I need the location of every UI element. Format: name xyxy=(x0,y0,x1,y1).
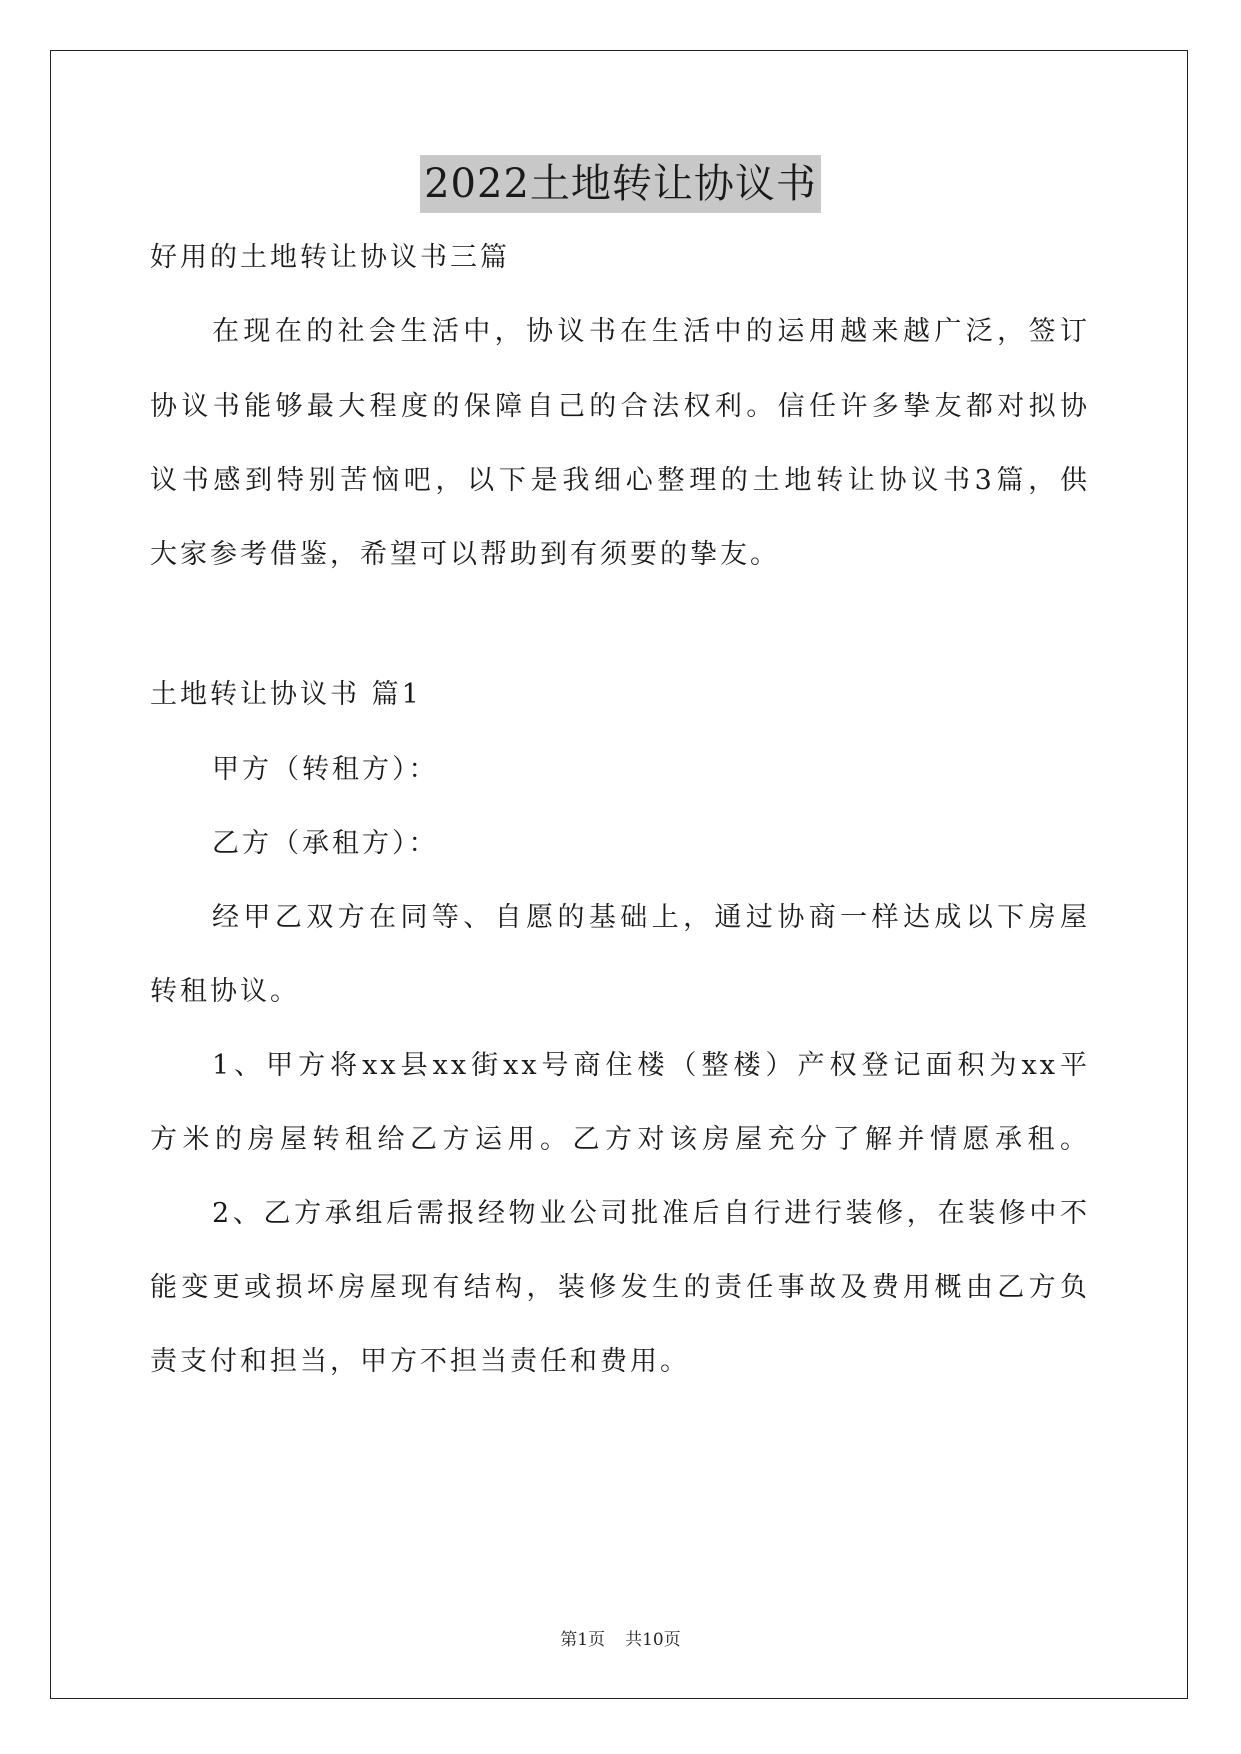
agreement-line: 经甲乙双方在同等、自愿的基础上，通过协商一样达成以下房屋 xyxy=(212,902,1090,933)
page-footer xyxy=(0,1625,1241,1650)
agreement-line: 转租协议。 xyxy=(150,976,300,1007)
page-number: 第1页 xyxy=(560,1630,606,1650)
document-subtitle: 好用的土地转让协议书三篇 xyxy=(150,242,510,273)
party-a-line: 甲方（转租方）： xyxy=(212,754,439,785)
clause-2-line: 能变更或损坏房屋现有结构，装修发生的责任事故及费用概由乙方负 xyxy=(150,1272,1090,1303)
clause-2-line: 责支付和担当，甲方不担当责任和费用。 xyxy=(150,1346,690,1377)
intro-line: 议书感到特别苦恼吧，以下是我细心整理的土地转让协议书3篇，供 xyxy=(150,465,1090,496)
intro-line: 大家参考借鉴，希望可以帮助到有须要的挚友。 xyxy=(150,539,780,570)
document-title: 2022土地转让协议书 xyxy=(420,155,821,213)
clause-2-line: 2、乙方承组后需报经物业公司批准后自行进行装修，在装修中不 xyxy=(212,1198,1090,1229)
intro-line: 协议书能够最大程度的保障自己的合法权利。信任许多挚友都对拟协 xyxy=(150,391,1090,422)
page-total: 共10页 xyxy=(625,1630,681,1650)
section-heading: 土地转让协议书 篇1 xyxy=(150,679,422,710)
clause-1-line: 1、甲方将xx县xx街xx号商住楼（整楼）产权登记面积为xx平 xyxy=(212,1050,1090,1081)
page-border xyxy=(50,50,1188,1699)
clause-1-line: 方米的房屋转租给乙方运用。乙方对该房屋充分了解并情愿承租。 xyxy=(150,1124,1090,1155)
party-b-line: 乙方（承租方）： xyxy=(212,828,439,859)
title-container xyxy=(0,155,1241,213)
intro-line: 在现在的社会生活中，协议书在生活中的运用越来越广泛，签订 xyxy=(212,316,1090,347)
